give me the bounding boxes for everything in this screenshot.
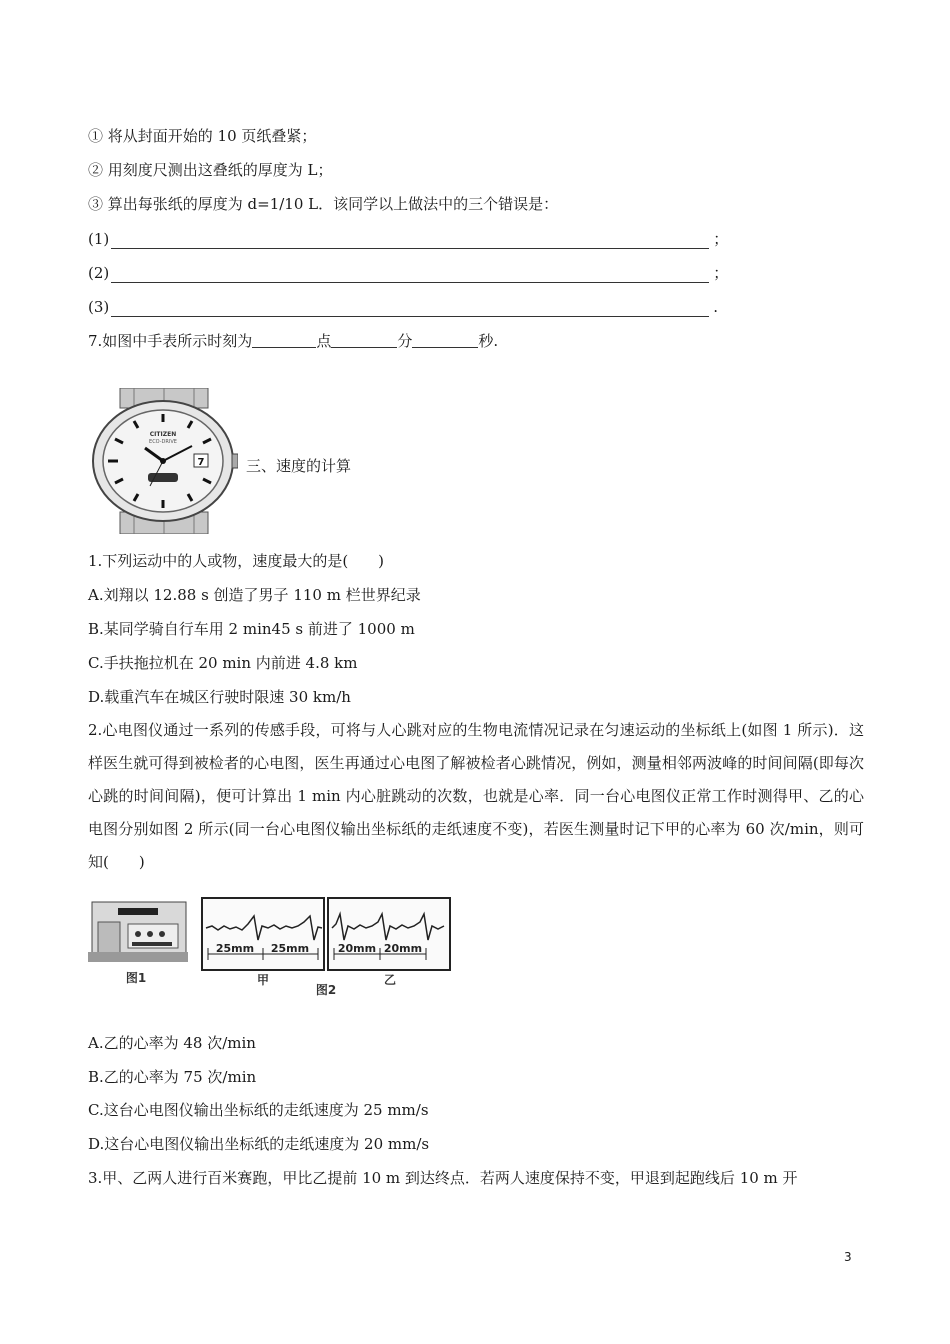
blank-3 [88, 297, 718, 317]
ecg-figure [88, 896, 454, 996]
ecg-yi [328, 898, 450, 970]
q2-option-c: C.这台心电图仪输出坐标纸的走纸速度为 25 mm/s [88, 1101, 429, 1119]
watch-brand: CITIZEN [149, 431, 177, 438]
yi-label: 乙 [383, 973, 397, 987]
answer-line [111, 232, 709, 249]
page-number: 3 [844, 1250, 852, 1264]
blank-end: ； [713, 264, 729, 282]
second-blank [412, 331, 478, 348]
q1-option-d: D.载重汽车在城区行驶时限速 30 km/h [88, 688, 351, 706]
jia-interval-1: 25mm [215, 942, 255, 955]
step-3: ③ 算出每张纸的厚度为 d=1/10 L．该同学以上做法中的三个错误是： [88, 195, 559, 213]
blank-label: (3) [88, 298, 110, 316]
hour-blank [252, 331, 316, 348]
step-1: ① 将从封面开始的 10 页纸叠紧； [88, 127, 317, 145]
q7-hour: 点 [316, 332, 332, 350]
yi-interval-1: 20mm [337, 942, 377, 955]
blank-label: (2) [88, 264, 110, 282]
blank-end: . [713, 298, 719, 316]
q1-option-c: C.手扶拖拉机在 20 min 内前进 4.8 km [88, 654, 358, 672]
blank-1 [88, 229, 728, 249]
watch-sub: ECO-DRIVE [149, 439, 177, 445]
q1-option-a: A.刘翔以 12.88 s 创造了男子 110 m 栏世界纪录 [88, 586, 421, 604]
ecg-machine-image [88, 902, 188, 962]
ecg-jia [202, 898, 324, 970]
q2-option-b: B.乙的心率为 75 次/min [88, 1068, 257, 1086]
step-2: ② 用刻度尺测出这叠纸的厚度为 L； [88, 161, 333, 179]
answer-line [111, 266, 709, 283]
answer-line [111, 300, 709, 317]
jia-interval-2: 25mm [270, 942, 310, 955]
q2-option-d: D.这台心电图仪输出坐标纸的走纸速度为 20 mm/s [88, 1135, 430, 1153]
fig1-label: 图1 [125, 971, 147, 985]
q7-prefix: 7.如图中手表所示时刻为 [88, 332, 253, 350]
question-1-stem: 1.下列运动中的人或物，速度最大的是( ) [88, 552, 385, 570]
section-title: 三、速度的计算 [246, 457, 352, 475]
minute-blank [331, 331, 397, 348]
blank-2 [88, 263, 728, 283]
question-7 [88, 331, 498, 351]
q7-second: 秒. [478, 332, 499, 350]
fig2-label: 图2 [315, 983, 337, 996]
watch-date: 7 [197, 457, 205, 468]
blank-end: ； [713, 230, 729, 248]
q7-minute: 分 [397, 332, 413, 350]
watch-image [88, 388, 238, 534]
q1-option-b: B.某同学骑自行车用 2 min45 s 前进了 1000 m [88, 620, 415, 638]
blank-label: (1) [88, 230, 110, 248]
question-2-stem: 2.心电图仪通过一系列的传感手段，可将与人心跳对应的生物电流情况记录在匀速运动的坐标纸上(如图 1 所示)．这样医生就可得到被检者的心电图，医生再通过心电图了解被检者心跳情况，例如，测量相邻两波峰的时间间隔(即每次心跳的时间间隔)，便可计算出 1 min 内心脏跳动的次数，也就是心率．同一台心电图仪正常工作时测得甲、乙的心电图分别如图 2 所示(同一台心电图仪输出坐标纸的走纸速度不变)，若医生测量时记下甲的心率为 60 次/min，则可知( ) [88, 721, 864, 871]
question-3-stem: 3.甲、乙两人进行百米赛跑，甲比乙提前 10 m 到达终点．若两人速度保持不变，甲退到起跑线后 10 m 开 [88, 1169, 798, 1187]
yi-interval-2: 20mm [383, 942, 423, 955]
jia-label: 甲 [256, 973, 270, 987]
q2-option-a: A.乙的心率为 48 次/min [88, 1034, 256, 1052]
